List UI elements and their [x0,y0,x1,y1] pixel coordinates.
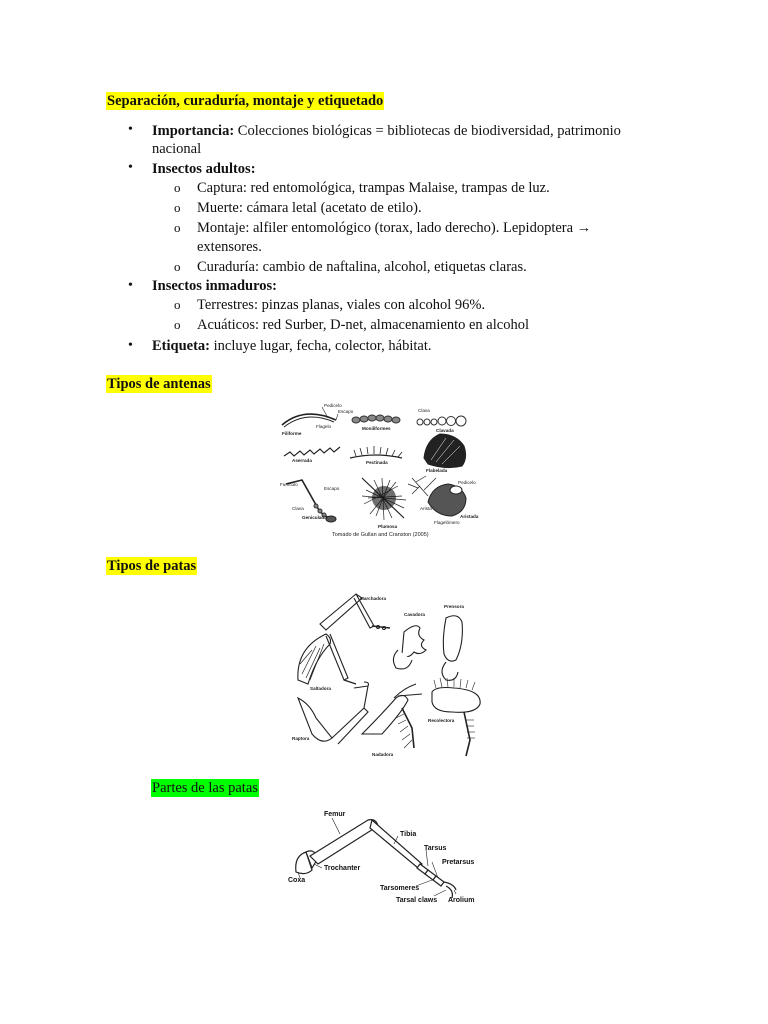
item-text-continued: nacional [152,141,202,157]
sub-bullet: o [174,259,181,274]
item-label: Etiqueta: [152,338,210,354]
label-filiforme: Filiforme [282,431,302,436]
bullet-dot: • [128,278,133,293]
label-nadadora: Nadadora [372,752,394,757]
label-flagelo: Flagelo [316,424,332,429]
leg-types-figure [286,588,484,764]
sub-bullet: o [174,180,181,195]
label-trochanter: Trochanter [324,865,361,872]
item-text: incluye lugar, fecha, colector, hábitat. [210,338,432,354]
figure-credit: Tomado de Gullan and Cranston (2005) [332,532,429,538]
label-pretarsus: Pretarsus [442,859,475,866]
list-item-importancia [152,122,672,140]
sub-item-acuaticos: Acuáticos: red Surber, D-net, almacenamiento en alcohol [197,317,529,333]
label-pectinada: Pectinada [366,460,388,465]
label-aristada: Aristada [460,514,479,519]
sub-bullet: o [174,317,181,332]
item-label: Insectos inmaduros: [152,278,278,294]
section-title-antenas: Tipos de antenas [107,376,211,392]
label-recolectora: Recolectora [428,718,455,723]
label-funiculo: Funículo [280,482,298,487]
label-aserrada: Aserrada [292,458,312,463]
label-escapo2: Escapo [324,486,340,491]
sub-item-terrestres: Terrestres: pinzas planas, viales con alcohol 96%. [197,297,486,313]
label-clavada: Clavada [436,428,454,433]
item-text: Colecciones biológicas = bibliotecas de biodiversidad, patrimonio [234,123,621,139]
label-tarsus: Tarsus [424,845,447,852]
label-geniculada: Geniculada [302,515,327,520]
label-femur: Femur [324,811,346,818]
label-escapo: Escapo [338,409,354,414]
label-coxa: Coxa [288,877,306,884]
bullet-dot: • [128,160,133,175]
label-arista: Arista [420,506,432,511]
list-item-adultos [152,160,256,178]
sub-item-curaduria: Curaduría: cambio de naftalina, alcohol, etiquetas claras. [197,259,527,275]
label-pedicelo2: Pedicelo [458,480,476,485]
label-raptora: Raptora [292,736,310,741]
label-tarsal-claws: Tarsal claws [396,897,438,904]
sub-item-montaje-continued: extensores. [197,239,262,255]
list-item-inmaduros [152,277,277,295]
sub-bullet: o [174,220,181,235]
label-saltadora: Saltadora [310,686,331,691]
label-flagelomero: Flagelómero [434,520,460,525]
leg-parts-figure [286,806,484,908]
label-marchadora: Marchadora [360,596,387,601]
sub-item-montaje: Montaje: alfiler entomológico (torax, lado derecho). Lepidoptera → [197,220,592,236]
label-prensora: Prensora [444,604,464,609]
label-cavadora: Cavadora [404,612,425,617]
sub-bullet: o [174,297,181,312]
sub-item-captura: Captura: red entomológica, trampas Malaise, trampas de luz. [197,180,550,196]
list-item-etiqueta [152,337,431,355]
label-tibia: Tibia [400,831,417,838]
bullet-dot: • [128,338,133,353]
sub-bullet: o [174,200,181,215]
item-label: Insectos adultos: [152,161,256,177]
section-title-patas: Tipos de patas [107,558,197,574]
item-label: Importancia: [152,123,235,139]
label-pedicelo: Pedicelo [324,403,342,408]
antenna-types-figure [276,400,480,542]
sub-item-muerte: Muerte: cámara letal (acetato de etilo). [197,200,422,216]
section-title-separacion: Separación, curaduría, montaje y etiquetado [107,93,384,109]
label-arolium: Arolium [448,897,475,904]
label-flabelada: Flabelada [426,468,448,473]
label-tarsomeres: Tarsomeres [380,885,420,892]
label-clava: Clava [418,408,430,413]
bullet-dot: • [128,122,133,137]
label-clava2: Clava [292,506,304,511]
label-plumosa: Plumosa [378,524,398,529]
label-moniliformes: Moniliformes [362,426,391,431]
section-title-partes-patas: Partes de las patas [152,780,258,796]
